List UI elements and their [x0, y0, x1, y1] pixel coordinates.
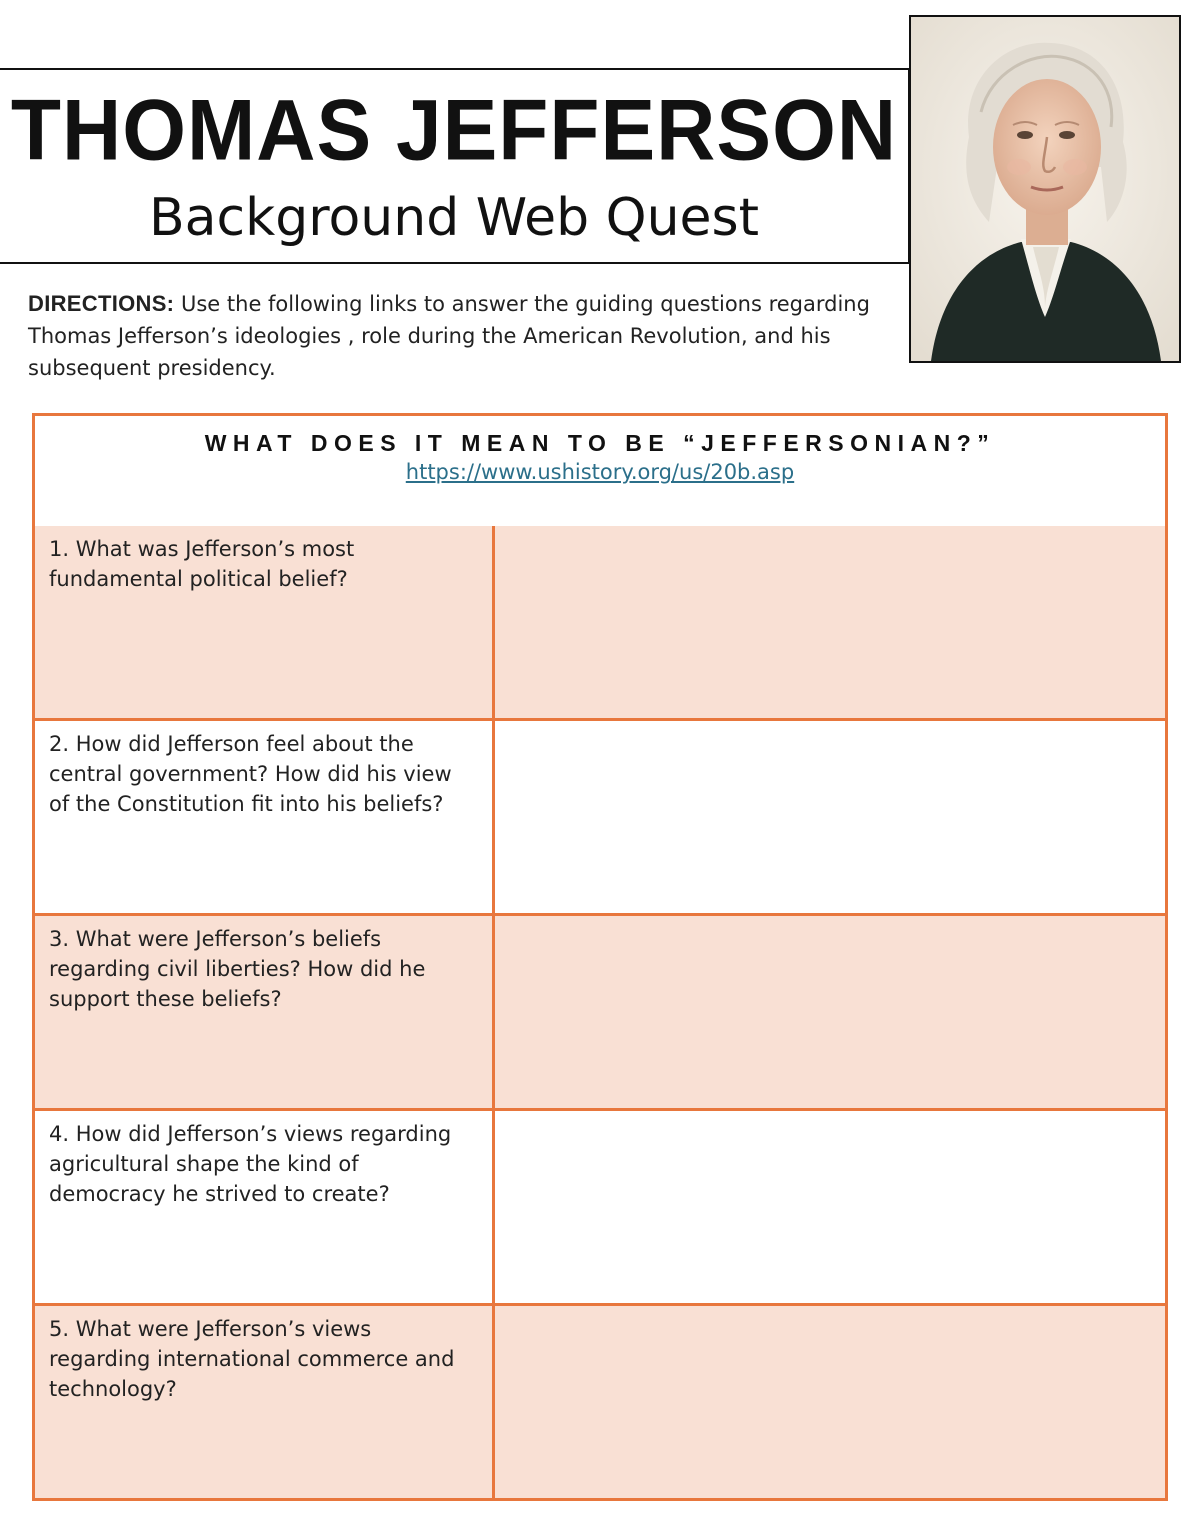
- table-row: [35, 526, 1165, 721]
- page-subtitle: Background Web Quest: [148, 188, 759, 248]
- question-1: 1. What was Jefferson’s most fundamental political belief?: [35, 526, 495, 718]
- portrait-illustration: [911, 17, 1179, 361]
- answer-field-5[interactable]: [495, 1306, 1165, 1498]
- section-link[interactable]: https://www.ushistory.org/us/20b.asp: [405, 460, 795, 484]
- question-4: 4. How did Jefferson’s views regarding agricultural shape the kind of democracy he strived to create?: [35, 1111, 495, 1303]
- directions: [28, 288, 878, 384]
- title-box: [0, 68, 910, 264]
- portrait-image: [909, 15, 1181, 363]
- question-3: 3. What were Jefferson’s beliefs regarding civil liberties? How did he support these beliefs?: [35, 916, 495, 1108]
- section-heading: WHAT DOES IT MEAN TO BE “JEFFERSONIAN?”: [204, 430, 996, 456]
- question-5: 5. What were Jefferson’s views regarding international commerce and technology?: [35, 1306, 495, 1498]
- answer-field-4[interactable]: [495, 1111, 1165, 1303]
- answer-field-3[interactable]: [495, 916, 1165, 1108]
- directions-label: DIRECTIONS:: [28, 291, 175, 316]
- page-title: THOMAS JEFFERSON: [10, 82, 898, 179]
- answer-field-1[interactable]: [495, 526, 1165, 718]
- directions-text: Use the following links to answer the guiding questions regarding Thomas Jefferson’s ideologies , role during the American Revolution, and his subsequent presidency.: [28, 292, 870, 380]
- table-row: [35, 721, 1165, 916]
- question-2: 2. How did Jefferson feel about the central government? How did his view of the Constitution fit into his beliefs?: [35, 721, 495, 913]
- section-header: [35, 416, 1165, 530]
- table-row: [35, 1111, 1165, 1306]
- question-table: [32, 413, 1168, 1501]
- table-row: [35, 916, 1165, 1111]
- answer-field-2[interactable]: [495, 721, 1165, 913]
- table-row: [35, 1306, 1165, 1498]
